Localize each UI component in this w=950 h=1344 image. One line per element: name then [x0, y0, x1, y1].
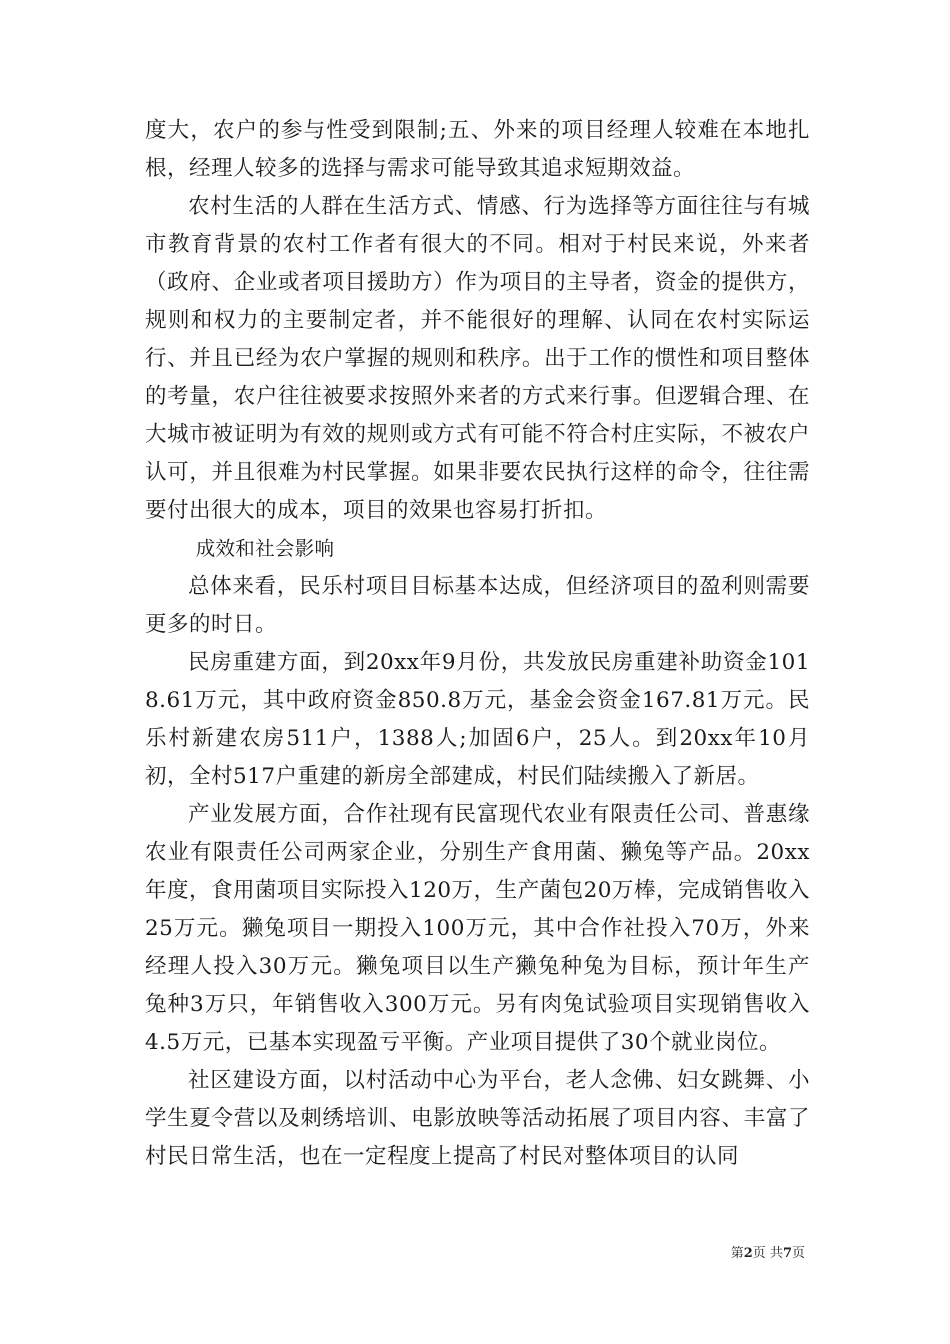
footer-middle: 页 共: [752, 1246, 783, 1261]
section-heading: 成效和社会影响: [195, 537, 335, 560]
paragraph-continuation: 度大，农户的参与性受到限制;五、外来的项目经理人较难在本地扎根，经理人较多的选择与需求可能导致其追求短期效益。: [145, 118, 810, 181]
paragraph-community-building: 社区建设方面，以村活动中心为平台，老人念佛、妇女跳舞、小学生夏令营以及刺绣培训、电影放映等活动拓展了项目内容、丰富了村民日常生活，也在一定程度上提高了村民对整体项目的认同: [145, 1068, 810, 1169]
paragraph-rural-life: 农村生活的人群在生活方式、情感、行为选择等方面往往与有城市教育背景的农村工作者有很大的不同。相对于村民来说，外来者（政府、企业或者项目援助方）作为项目的主导者，资金的提供方，规则和权力的主要制定者，并不能很好的理解、认同在农村实际运行、并且已经为农户掌握的规则和秩序。出于工作的惯性和项目整体的考量，农户往往被要求按照外来者的方式来行事。但逻辑合理、在大城市被证明为有效的规则或方式有可能不符合村庄实际，不被农户认可，并且很难为村民掌握。如果非要农民执行这样的命令，往往需要付出很大的成本，项目的效果也容易打折扣。: [145, 194, 810, 523]
current-page-number: 2: [743, 1246, 753, 1261]
footer-prefix: 第: [730, 1246, 744, 1261]
document-body: [145, 112, 810, 1176]
footer-suffix: 页: [791, 1246, 805, 1261]
page-number-footer: [731, 1245, 805, 1263]
total-pages-number: 7: [782, 1246, 792, 1261]
paragraph-industry-development: 产业发展方面，合作社现有民富现代农业有限责任公司、普惠缘农业有限责任公司两家企业，分别生产食用菌、獭兔等产品。20xx年度，食用菌项目实际投入120万，生产菌包20万棒，完成销售收入25万元。獭兔项目一期投入100万元，其中合作社投入70万，外来经理人投入30万元。獭兔项目以生产獭兔种兔为目标，预计年生产兔种3万只，年销售收入300万元。另有肉兔试验项目实现销售收入4.5万元，已基本实现盈亏平衡。产业项目提供了30个就业岗位。: [145, 802, 810, 1055]
paragraph-overall: 总体来看，民乐村项目目标基本达成，但经济项目的盈利则需要更多的时日。: [145, 574, 810, 637]
paragraph-housing-rebuild: 民房重建方面，到20xx年9月份，共发放民房重建补助资金1018.61万元，其中政府资金850.8万元，基金会资金167.81万元。民乐村新建农房511户，1388人;加固6户，25人。到20xx年10月初，全村517户重建的新房全部建成，村民们陆续搬入了新居。: [145, 650, 810, 789]
